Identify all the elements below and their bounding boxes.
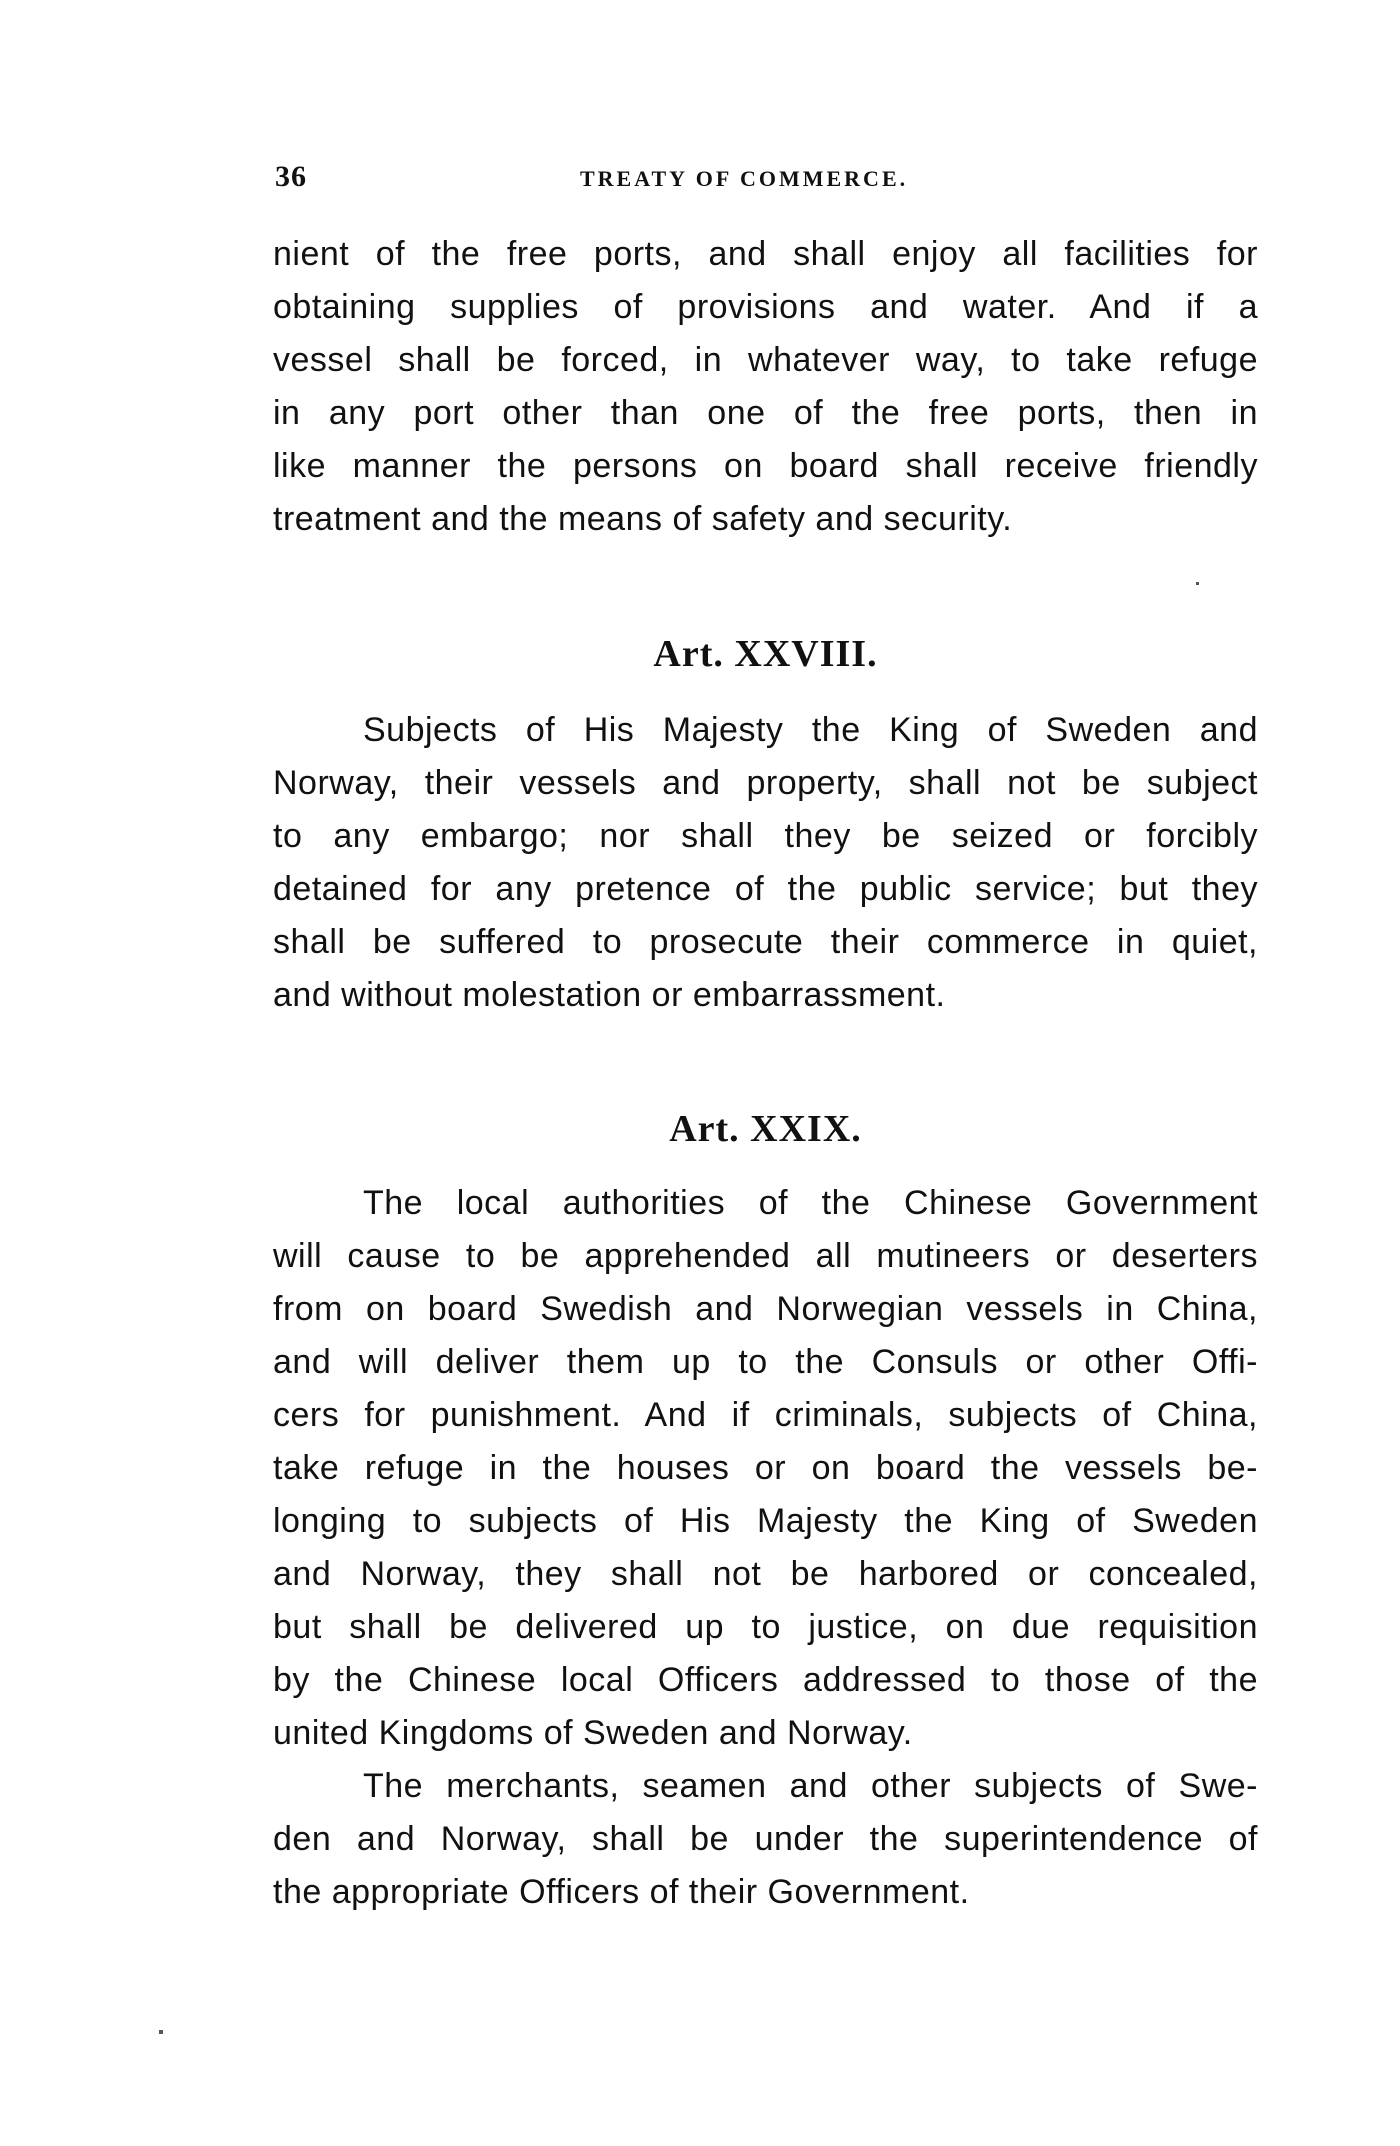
scan-speck xyxy=(1196,582,1199,585)
text-line: and will deliver them up to the Consuls or other Offi- xyxy=(273,1343,1258,1381)
text-line: take refuge in the houses or on board the vessels be- xyxy=(273,1449,1258,1487)
article-28-heading: Art. XXVIII. xyxy=(653,633,878,675)
text-line: but shall be delivered up to justice, on due requisition xyxy=(273,1608,1258,1646)
text-line: by the Chinese local Officers addressed to those of the xyxy=(273,1661,1258,1699)
running-title: TREATY OF COMMERCE. xyxy=(580,166,909,191)
text-line: the appropriate Officers of their Government. xyxy=(273,1873,970,1911)
page-number: 36 xyxy=(275,160,307,193)
text-line: shall be suffered to prosecute their commerce in quiet, xyxy=(273,923,1258,961)
text-line: and Norway, they shall not be harbored or concealed, xyxy=(273,1555,1258,1593)
text-line: will cause to be apprehended all mutineers or deserters xyxy=(273,1237,1258,1275)
text-line: united Kingdoms of Sweden and Norway. xyxy=(273,1714,913,1752)
text-line: cers for punishment. And if criminals, subjects of China, xyxy=(273,1396,1258,1434)
text-line: and without molestation or embarrassment. xyxy=(273,976,946,1014)
text-line: detained for any pretence of the public service; but they xyxy=(273,870,1258,908)
text-line: like manner the persons on board shall receive friendly xyxy=(273,447,1258,485)
text-line: in any port other than one of the free ports, then in xyxy=(273,394,1258,432)
text-line: nient of the free ports, and shall enjoy all facilities for xyxy=(273,235,1258,273)
text-line: treatment and the means of safety and security. xyxy=(273,500,1013,538)
text-line: Subjects of His Majesty the King of Sweden and xyxy=(363,711,1258,749)
continuation-paragraph xyxy=(273,228,1258,546)
text-line: The local authorities of the Chinese Government xyxy=(363,1184,1258,1222)
text-line: longing to subjects of His Majesty the King of Sweden xyxy=(273,1502,1258,1540)
text-line: den and Norway, shall be under the superintendence of xyxy=(273,1820,1258,1858)
text-line: obtaining supplies of provisions and water. And if a xyxy=(273,288,1258,326)
article-29-heading: Art. XXIX. xyxy=(669,1108,862,1150)
text-line: to any embargo; nor shall they be seized or forcibly xyxy=(273,817,1258,855)
text-line: The merchants, seamen and other subjects of Swe- xyxy=(363,1767,1258,1805)
text-line: Norway, their vessels and property, shall not be subject xyxy=(273,764,1258,802)
scan-speck xyxy=(159,2030,163,2034)
text-line: vessel shall be forced, in whatever way, to take refuge xyxy=(273,341,1258,379)
article-28-paragraph xyxy=(273,704,1258,1022)
text-line: from on board Swedish and Norwegian vessels in China, xyxy=(273,1290,1258,1328)
article-29-paragraph xyxy=(273,1177,1258,1919)
running-head xyxy=(275,160,1260,200)
